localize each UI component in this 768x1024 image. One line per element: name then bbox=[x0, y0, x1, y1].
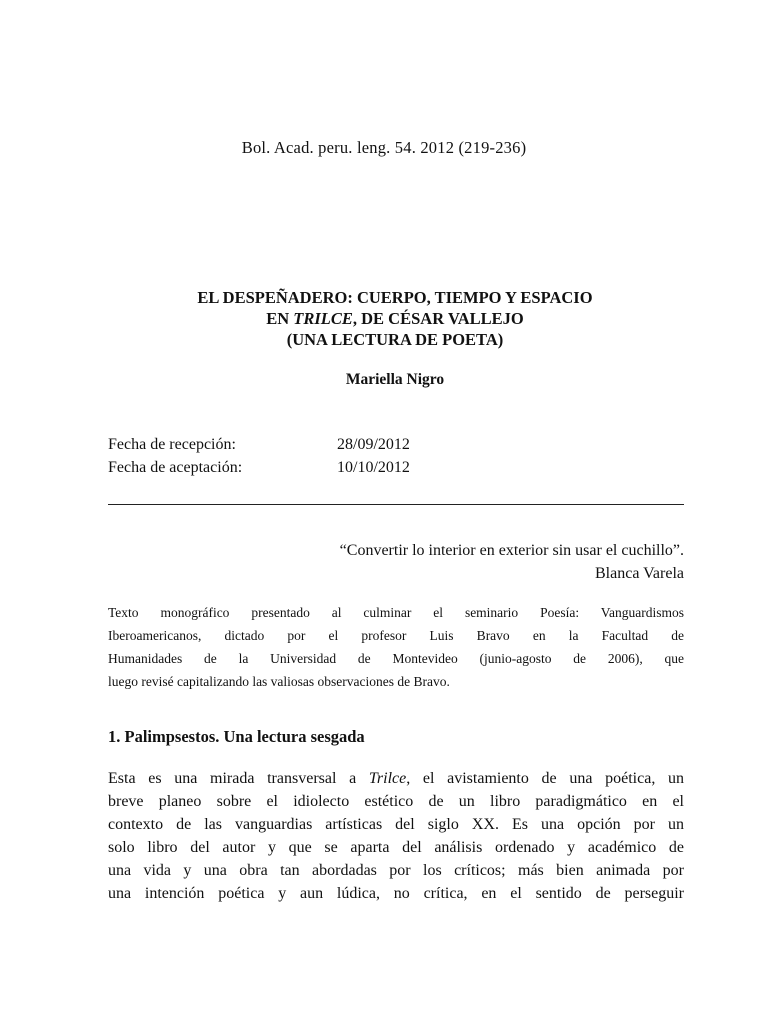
body-line bbox=[108, 767, 684, 790]
body-line: breve planeo sobre el idiolecto estético de un libro paradigmático en el bbox=[108, 793, 684, 810]
received-row bbox=[108, 433, 410, 456]
received-label: Fecha de recepción: bbox=[108, 436, 236, 453]
received-value: 28/09/2012 bbox=[337, 436, 410, 453]
epigraph-quote: “Convertir lo interior en exterior sin usar el cuchillo”. bbox=[339, 542, 684, 559]
epigraph bbox=[108, 539, 684, 585]
submission-dates bbox=[108, 433, 410, 479]
title-line-3: (UNA LECTURA DE POETA) bbox=[286, 330, 504, 349]
article-title bbox=[0, 287, 768, 350]
title-italic-work: TRILCE bbox=[293, 309, 353, 328]
monograph-note bbox=[108, 601, 684, 693]
section-heading: 1. Palimpsestos. Una lectura sesgada bbox=[108, 727, 365, 746]
title-line-2 bbox=[0, 308, 768, 329]
body-line-1-prefix: Esta es una mirada transversal a bbox=[108, 770, 369, 787]
divider bbox=[108, 504, 684, 505]
author-name: Mariella Nigro bbox=[345, 371, 445, 388]
title-line-1: EL DESPEÑADERO: CUERPO, TIEMPO Y ESPACIO bbox=[197, 288, 593, 307]
body-line: contexto de las vanguardias artísticas del siglo XX. Es una opción por un bbox=[108, 816, 684, 833]
note-line: luego revisé capitalizando las valiosas observaciones de Bravo. bbox=[108, 674, 450, 689]
note-line: Texto monográfico presentado al culminar el seminario Poesía: Vanguardismos bbox=[108, 605, 684, 620]
title-line-2-suffix: , DE CÉSAR VALLEJO bbox=[352, 309, 524, 328]
body-line: una intención poética y aun lúdica, no crítica, en el sentido de perseguir bbox=[108, 885, 684, 902]
accepted-value: 10/10/2012 bbox=[337, 459, 410, 476]
body-line-1-suffix: , el avistamiento de una poética, un bbox=[406, 770, 684, 787]
title-line-2-prefix: EN bbox=[266, 309, 294, 328]
epigraph-attribution: Blanca Varela bbox=[595, 565, 684, 582]
body-paragraph bbox=[108, 767, 684, 905]
note-line: Iberoamericanos, dictado por el profesor Luis Bravo en la Facultad de bbox=[108, 628, 684, 643]
body-line: una vida y una obra tan abordadas por los críticos; más bien animada por bbox=[108, 862, 684, 879]
accepted-row bbox=[108, 456, 410, 479]
note-line: Humanidades de la Universidad de Montevideo (junio-agosto de 2006), que bbox=[108, 651, 684, 666]
body-italic-work: Trilce bbox=[368, 770, 407, 787]
accepted-label: Fecha de aceptación: bbox=[108, 459, 243, 476]
journal-citation: Bol. Acad. peru. leng. 54. 2012 (219-236) bbox=[241, 138, 527, 157]
body-line: solo libro del autor y que se aparta del análisis ordenado y académico de bbox=[108, 839, 684, 856]
